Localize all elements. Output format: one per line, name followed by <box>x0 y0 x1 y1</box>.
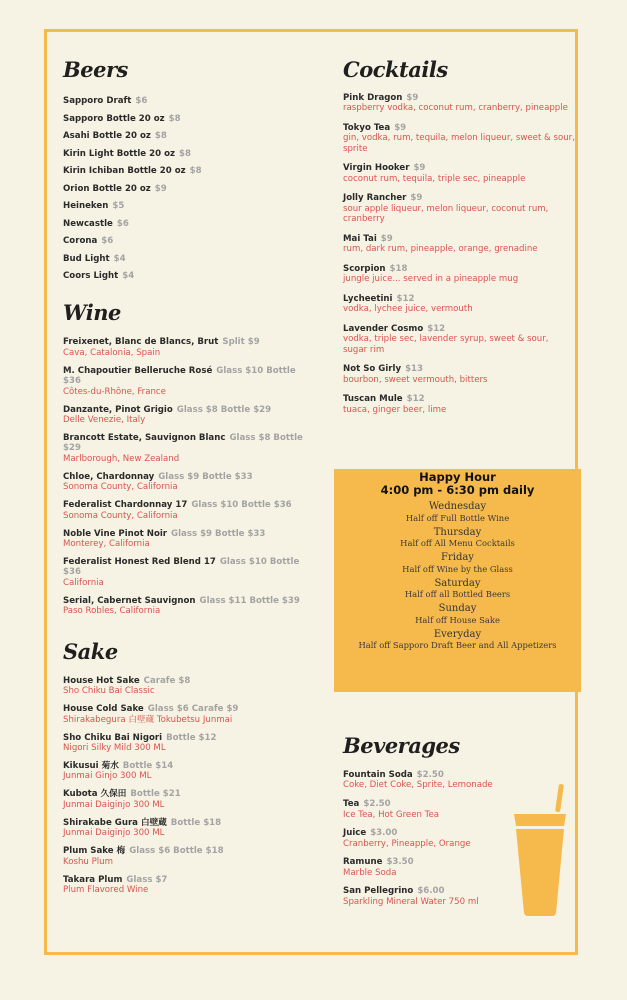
item-price: Bottle $21 <box>130 789 181 800</box>
item-price: $9 <box>406 93 419 103</box>
item-name: Brancott Estate, Sauvignon Blanc <box>63 433 226 444</box>
beers-item <box>63 184 308 194</box>
item-price: $4 <box>122 271 135 281</box>
item-price: $13 <box>405 364 424 375</box>
item-name: Takara Plum <box>63 874 123 885</box>
item-name: Sapporo Bottle 20 oz <box>63 113 165 124</box>
happy-hour-title: Happy Hour <box>419 470 496 484</box>
item-price: $3.50 <box>386 857 414 868</box>
item-price: $9 <box>413 163 426 174</box>
item-description: Coke, Diet Coke, Sprite, Lemonade <box>343 780 493 791</box>
item-description: Sonoma County, California <box>63 482 178 493</box>
item-description: Plum Flavored Wine <box>63 884 149 895</box>
item-name: Orion Bottle 20 oz <box>63 183 151 194</box>
item-price: $12 <box>396 293 415 304</box>
sake-item <box>63 676 308 697</box>
happy-hour-day: Saturday <box>434 577 481 589</box>
item-name: Pink Dragon <box>343 93 403 103</box>
happy-hour-deal: Half off all Bottled Beers <box>404 589 511 599</box>
item-price: $12 <box>406 394 425 405</box>
sake-item <box>63 733 308 754</box>
item-price: Glass $7 <box>126 874 168 885</box>
item-description: sour apple liqueur, melon liqueur, coconut rum, cranberry <box>343 203 549 225</box>
sake-item <box>63 789 308 810</box>
item-description: Junmai Daiginjo 300 ML <box>63 828 165 839</box>
happy-hour-list <box>334 501 581 650</box>
cocktails-item <box>343 364 575 385</box>
wine-section <box>63 300 308 616</box>
item-name: Heineken <box>63 201 109 211</box>
beers-item <box>63 166 308 176</box>
item-price: Glass $6 Carafe $9 <box>147 704 239 715</box>
happy-hour-day: Friday <box>441 552 474 563</box>
wine-item <box>63 529 308 550</box>
item-price: $4 <box>113 253 126 264</box>
item-description: gin, vodka, rum, tequila, melon liqueur, sweet & sour, sprite <box>343 133 575 154</box>
item-description: Nigori Silky Mild 300 ML <box>63 742 166 753</box>
item-price: $3.00 <box>370 828 398 839</box>
item-price: Glass $10 Bottle $36 <box>63 557 300 578</box>
beverages-heading: Beverages <box>343 733 460 758</box>
item-name: Fountain Soda <box>343 770 413 780</box>
item-description: Cranberry, Pineapple, Orange <box>343 838 471 849</box>
item-name: Mai Tai <box>343 233 377 244</box>
wine-list <box>63 337 308 616</box>
item-description: Sparkling Mineral Water 750 ml <box>343 896 479 907</box>
item-name: Not So Girly <box>343 364 402 375</box>
wine-item <box>63 405 308 426</box>
happy-hour-deal: Half off Sapporo Draft Beer and All Appetizers <box>358 640 557 650</box>
item-description: raspberry vodka, coconut rum, cranberry, pineapple <box>343 103 568 114</box>
item-name: Chloe, Chardonnay <box>63 471 155 482</box>
item-name: Serial, Cabernet Sauvignon <box>63 595 196 606</box>
beers-item <box>63 219 308 229</box>
wine-item <box>63 472 308 493</box>
item-description: Ice Tea, Hot Green Tea <box>343 809 440 820</box>
cocktails-item <box>343 163 575 184</box>
item-name: Virgin Hooker <box>343 163 410 174</box>
happy-hour-day: Everyday <box>433 628 482 640</box>
item-price: $18 <box>389 263 408 274</box>
item-name: Federalist Chardonnay 17 <box>63 500 188 511</box>
item-price: Bottle $12 <box>166 732 217 743</box>
happy-hour-deal: Half off Full Bottle Wine <box>405 512 510 523</box>
item-price: Glass $8 Bottle $29 <box>176 404 272 415</box>
happy-hour-deal: Half off Wine by the Glass <box>402 563 513 574</box>
right-column <box>343 57 575 424</box>
beers-item <box>63 131 308 141</box>
wine-heading: Wine <box>63 300 121 326</box>
item-description: Marlborough, New Zealand <box>63 453 180 464</box>
item-description: Sho Chiku Bai Classic <box>63 686 155 697</box>
item-price: Glass $9 Bottle $33 <box>158 471 253 482</box>
sake-item <box>63 818 308 839</box>
happy-hour-day: Sunday <box>438 603 477 614</box>
sake-item <box>63 704 308 725</box>
item-price: $9 <box>410 193 423 204</box>
beers-section <box>63 57 308 281</box>
item-name: Kikusui 菊水 <box>63 760 119 771</box>
item-name: Bud Light <box>63 253 110 264</box>
item-name: Tuscan Mule <box>343 394 403 405</box>
sake-heading: Sake <box>63 638 118 664</box>
item-price: $8 <box>189 166 202 176</box>
happy-hour-time: 4:00 pm - 6:30 pm daily <box>380 483 535 497</box>
item-price: $9 <box>380 233 393 244</box>
item-description: Paso Robles, California <box>63 606 161 617</box>
beers-item <box>63 96 308 106</box>
item-name: Federalist Honest Red Blend 17 <box>63 557 216 568</box>
beers-item <box>63 201 308 211</box>
item-description: Junmai Ginjo 300 ML <box>63 771 152 782</box>
item-name: M. Chapoutier Belleruche Rosé <box>63 365 213 376</box>
cocktails-item <box>343 193 575 224</box>
wine-item <box>63 596 308 617</box>
item-name: Danzante, Pinot Grigio <box>63 404 173 415</box>
wine-item <box>63 557 308 588</box>
item-price: Split $9 <box>222 337 260 348</box>
item-description: coconut rum, tequila, triple sec, pineapple <box>343 173 526 184</box>
item-name: Kirin Light Bottle 20 oz <box>63 148 175 159</box>
item-description: rum, dark rum, pineapple, orange, grenadine <box>343 244 538 255</box>
item-description: Koshu Plum <box>63 856 113 867</box>
happy-hour-box <box>334 469 581 692</box>
item-price: Glass $10 Bottle $36 <box>63 365 296 387</box>
item-price: $6 <box>135 96 148 106</box>
cocktails-heading: Cocktails <box>343 57 448 82</box>
cocktails-item <box>343 394 575 415</box>
item-name: Kirin Ichiban Bottle 20 oz <box>63 166 186 176</box>
item-price: $6 <box>101 236 114 246</box>
sake-list <box>63 676 308 896</box>
sake-item <box>63 875 308 896</box>
item-name: House Cold Sake <box>63 704 144 715</box>
item-name: Shirakabe Gura 白壁蔵 <box>63 817 167 828</box>
item-price: Glass $10 Bottle $36 <box>191 500 292 511</box>
item-name: Newcastle <box>63 218 113 229</box>
item-name: Tokyo Tea <box>343 123 391 133</box>
item-name: Asahi Bottle 20 oz <box>63 131 151 141</box>
beers-list <box>63 96 308 281</box>
item-name: Kubota 久保田 <box>63 789 127 800</box>
happy-hour-day: Thursday <box>433 526 482 538</box>
item-description: Sonoma County, California <box>63 510 178 521</box>
beers-item <box>63 254 308 264</box>
item-name: Freixenet, Blanc de Blancs, Brut <box>63 337 219 348</box>
beers-item <box>63 271 308 281</box>
cocktails-item <box>343 264 575 285</box>
item-name: Juice <box>343 828 367 839</box>
wine-item <box>63 337 308 358</box>
item-name: Plum Sake 梅 <box>63 846 126 857</box>
item-price: $6.00 <box>417 886 445 897</box>
beers-item <box>63 149 308 159</box>
cocktails-section <box>343 57 575 415</box>
sake-item <box>63 761 308 782</box>
item-price: $8 <box>168 113 181 124</box>
item-price: $8 <box>154 131 167 141</box>
item-name: Tea <box>343 799 360 810</box>
item-name: Sho Chiku Bai Nigori <box>63 732 163 743</box>
wine-item <box>63 366 308 397</box>
cocktails-item <box>343 234 575 255</box>
happy-hour-deal: Half off House Sake <box>415 614 500 625</box>
item-price: $8 <box>178 148 191 159</box>
item-price: Glass $8 Bottle $29 <box>63 433 303 454</box>
item-description: vodka, triple sec, lavender syrup, sweet & sour, sugar rim <box>343 334 549 355</box>
item-price: Bottle $14 <box>122 760 174 771</box>
item-price: $9 <box>394 123 407 133</box>
item-name: Jolly Rancher <box>343 193 407 204</box>
item-price: $9 <box>154 183 167 194</box>
item-price: Bottle $18 <box>170 817 222 828</box>
item-price: $12 <box>427 323 446 334</box>
item-description: Delle Venezie, Italy <box>63 415 146 426</box>
item-description: California <box>63 577 104 588</box>
item-price: Glass $11 Bottle $39 <box>199 595 300 606</box>
item-description: Monterey, California <box>63 539 150 550</box>
item-description: bourbon, sweet vermouth, bitters <box>343 374 488 385</box>
beers-item <box>63 236 308 246</box>
beers-item <box>63 114 308 124</box>
item-price: $2.50 <box>363 799 391 810</box>
item-description: jungle juice... served in a pineapple mug <box>343 274 519 285</box>
cocktails-list <box>343 93 575 415</box>
item-price: Glass $6 Bottle $18 <box>129 846 224 857</box>
item-description: Côtes-du-Rhône, France <box>63 386 166 397</box>
cocktails-item <box>343 324 575 355</box>
item-description: vodka, lychee juice, vermouth <box>343 304 473 315</box>
item-description: tuaca, ginger beer, lime <box>343 404 447 415</box>
item-name: Lavender Cosmo <box>343 323 424 334</box>
item-name: Scorpion <box>343 263 386 274</box>
item-description: Marble Soda <box>343 867 397 878</box>
beers-heading: Beers <box>63 57 128 82</box>
item-price: $5 <box>112 201 125 211</box>
item-description: Cava, Catalonia, Spain <box>63 347 161 358</box>
item-name: San Pellegrino <box>343 886 414 897</box>
item-name: Coors Light <box>63 271 119 281</box>
happy-hour-deal: Half off All Menu Cocktails <box>400 538 515 548</box>
left-column <box>63 57 308 903</box>
item-price: $6 <box>116 218 129 229</box>
sake-item <box>63 846 308 867</box>
item-name: Noble Vine Pinot Noir <box>63 528 168 539</box>
cocktails-item <box>343 294 575 315</box>
item-price: Carafe $8 <box>143 675 191 686</box>
item-description: Junmai Daiginjo 300 ML <box>63 799 165 810</box>
happy-hour-day: Wednesday <box>428 501 487 512</box>
wine-item <box>63 433 308 464</box>
item-description: Shirakabegura 白壁蔵 Tokubetsu Junmai <box>63 714 233 725</box>
wine-item <box>63 500 308 521</box>
item-price: Glass $9 Bottle $33 <box>171 528 266 539</box>
item-name: House Hot Sake <box>63 675 140 686</box>
cocktails-item <box>343 123 575 154</box>
item-name: Corona <box>63 236 98 246</box>
item-name: Lycheetini <box>343 293 393 304</box>
cocktails-item <box>343 93 575 114</box>
item-name: Ramune <box>343 857 383 868</box>
item-name: Sapporo Draft <box>63 96 132 106</box>
item-price: $2.50 <box>416 770 444 780</box>
drink-cup-icon <box>510 780 570 920</box>
sake-section <box>63 639 308 896</box>
